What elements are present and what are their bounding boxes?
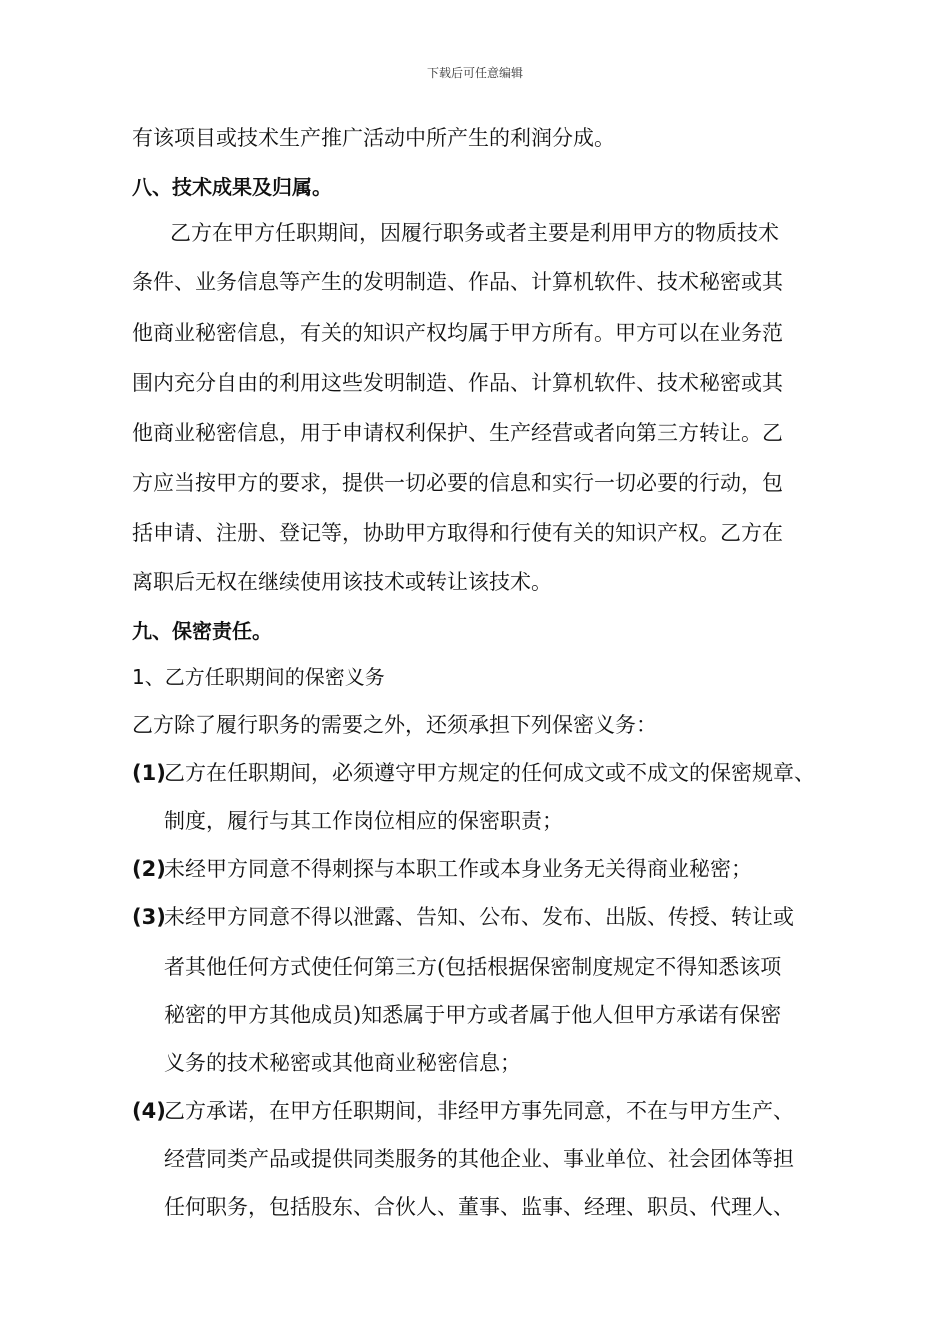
paragraph-line: 括申请、注册、登记等，协助甲方取得和行使有关的知识产权。乙方在	[132, 521, 783, 545]
list-item-1	[132, 760, 815, 786]
section-heading-8: 八、技术成果及归属。	[132, 175, 332, 199]
list-number: (1)	[132, 761, 166, 785]
paragraph-line: 方应当按甲方的要求，提供一切必要的信息和实行一切必要的行动，包	[132, 471, 783, 495]
list-item-continuation: 经营同类产品或提供同类服务的其他企业、事业单位、社会团体等担	[164, 1147, 794, 1171]
list-item-continuation: 义务的技术秘密或其他商业秘密信息；	[164, 1051, 521, 1075]
list-item-4	[132, 1098, 794, 1124]
paragraph-line: 乙方在甲方任职期间，因履行职务或者主要是利用甲方的物质技术	[170, 221, 779, 245]
list-item-continuation: 任何职务，包括股东、合伙人、董事、监事、经理、职员、代理人、	[164, 1195, 794, 1219]
list-item-2	[132, 856, 752, 882]
list-number: (3)	[132, 905, 166, 929]
paragraph-line: 围内充分自由的利用这些发明制造、作品、计算机软件、技术秘密或其	[132, 371, 783, 395]
list-number: (2)	[132, 857, 166, 881]
paragraph-line: 他商业秘密信息，用于申请权利保护、生产经营或者向第三方转让。乙	[132, 421, 783, 445]
list-text: 乙方在任职期间，必须遵守甲方规定的任何成文或不成文的保密规章、	[164, 761, 815, 785]
list-item-continuation: 者其他任何方式使任何第三方(包括根据保密制度规定不得知悉该项	[164, 955, 782, 979]
list-item-3	[132, 904, 794, 930]
section-heading-9: 九、保密责任。	[132, 619, 272, 643]
list-item-continuation: 秘密的甲方其他成员)知悉属于甲方或者属于他人但甲方承诺有保密	[164, 1003, 782, 1027]
list-text: 未经甲方同意不得以泄露、告知、公布、发布、出版、传授、转让或	[164, 905, 794, 929]
paragraph-line: 有该项目或技术生产推广活动中所产生的利润分成。	[132, 126, 615, 150]
page-header: 下载后可任意编辑	[426, 66, 523, 80]
paragraph-line: 乙方除了履行职务的需要之外，还须承担下列保密义务：	[132, 713, 657, 737]
paragraph-line: 他商业秘密信息，有关的知识产权均属于甲方所有。甲方可以在业务范	[132, 321, 783, 345]
list-text: 未经甲方同意不得刺探与本职工作或本身业务无关得商业秘密；	[164, 857, 752, 881]
list-number: (4)	[132, 1099, 166, 1123]
paragraph-line: 条件、业务信息等产生的发明制造、作品、计算机软件、技术秘密或其	[132, 270, 783, 294]
subsection-heading: 1、乙方任职期间的保密义务	[132, 665, 385, 689]
list-item-continuation: 制度，履行与其工作岗位相应的保密职责；	[164, 809, 563, 833]
list-text: 乙方承诺，在甲方任职期间，非经甲方事先同意，不在与甲方生产、	[164, 1099, 794, 1123]
paragraph-line: 离职后无权在继续使用该技术或转让该技术。	[132, 570, 552, 594]
